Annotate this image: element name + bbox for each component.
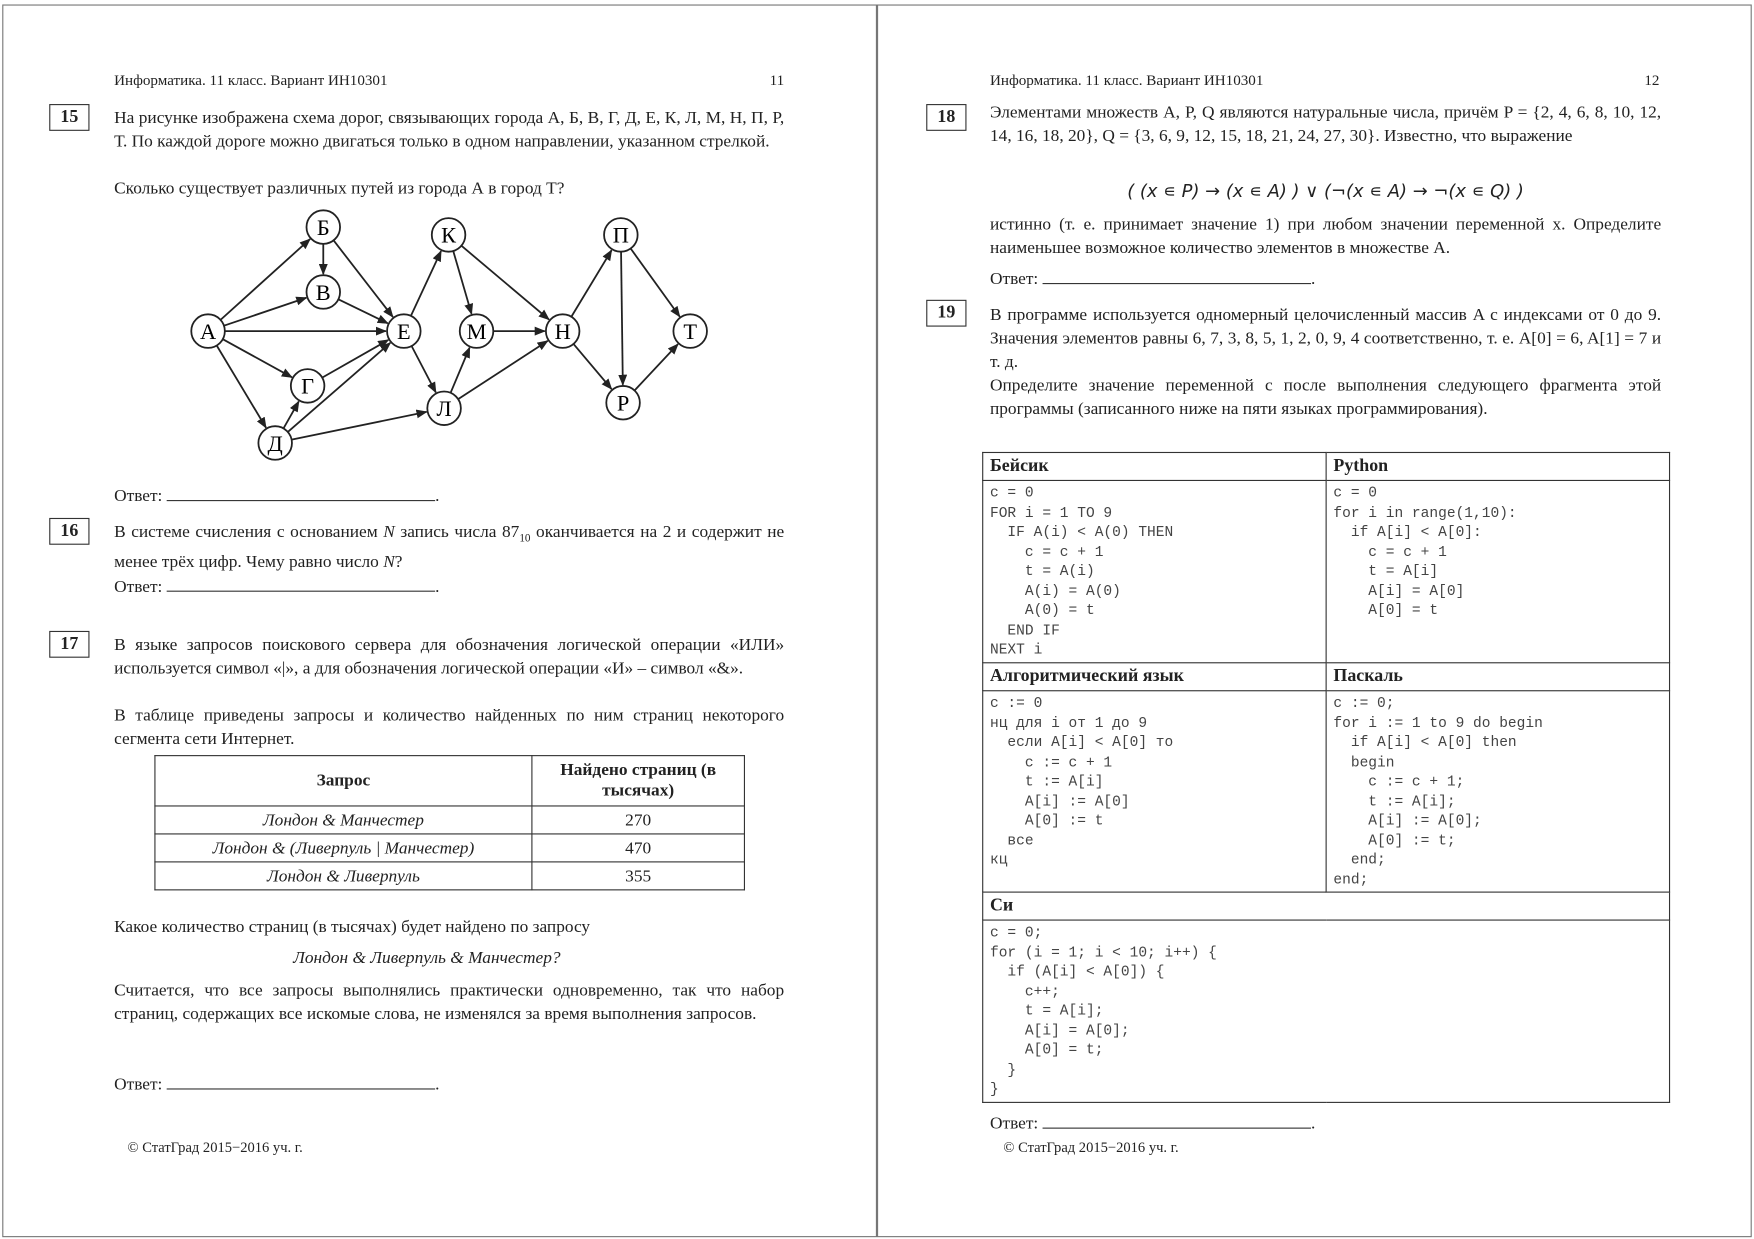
road-edge-Е-Л — [412, 346, 436, 392]
road-edge-Г-Е — [322, 340, 388, 378]
code-basic: c = 0 FOR i = 1 TO 9 IF A(i) < A(0) THEN c = c + 1 t = A(i) A(i) = A(0) A(0) = t END IF NEXT i — [989, 484, 1174, 658]
lang-python-header: Python — [1326, 452, 1669, 480]
city-label: Г — [301, 373, 315, 399]
question-number-17: 17 — [49, 631, 89, 658]
city-label: Л — [436, 396, 452, 422]
city-label: М — [466, 318, 487, 344]
answer-17: Ответ: . — [114, 1073, 439, 1096]
column-header-found: Найдено страниц (в тысячах) — [532, 756, 745, 806]
city-label: В — [315, 279, 331, 305]
query-table — [154, 755, 745, 890]
road-graph — [0, 0, 873, 470]
road-edge-Б-Е — [334, 240, 393, 317]
city-label: Р — [616, 390, 630, 416]
city-label: Б — [316, 214, 330, 240]
question-number-18: 18 — [926, 104, 966, 131]
road-edge-В-Е — [338, 299, 387, 323]
question-16-text: В системе счисления с основанием N запись числа $87_{10}$ оканчивается на 2 и содержит не менее трёх цифр. Чему равно число N? — [114, 522, 785, 572]
answer-label: Ответ: — [114, 486, 163, 506]
code-pascal: c := 0; for i := 1 to 9 do begin if A[i] < A[0] then begin c := c + 1; t := A[i]; A[i] := A[0]; A[0] := t; end; end; — [1333, 694, 1543, 888]
question-17-text2: В таблице приведены запросы и количество найденных по ним страниц некоторого сегмента сети Интернет. — [114, 705, 785, 749]
answer-16: Ответ: . — [114, 575, 439, 598]
answer-15-field[interactable] — [167, 484, 435, 501]
city-label: Н — [554, 318, 571, 344]
lang-pascal-header: Паскаль — [1326, 663, 1669, 691]
road-edge-Л-М — [451, 348, 470, 393]
road-edge-П-Т — [631, 249, 680, 317]
road-edge-Л-Н — [458, 341, 548, 399]
table-row: Лондон & Манчестер 270 — [155, 806, 745, 834]
question-17-note: Считается, что все запросы выполнялись практически одновременно, так что набор страниц, содержащих все искомые слова, не изменялся за время выполнения запросов. — [114, 981, 785, 1024]
column-header-query: Запрос — [155, 756, 532, 806]
road-edge-Р-Т — [635, 344, 678, 390]
question-18-text2: истинно (т. е. принимает значение 1) при любом значении переменной x. Определите наименьшее возможное количество элементов в множестве A. — [989, 214, 1662, 258]
answer-17-field[interactable] — [167, 1073, 435, 1090]
road-edge-Н-П — [571, 250, 611, 317]
code-c: c = 0; for (i = 1; i < 10; i++) { if (A[i] < A[0]) { c++; t = A[i]; A[i] = A[0]; A[0] = t; } } — [989, 923, 1217, 1098]
page-header: Информатика. 11 класс. Вариант ИН10301 — [989, 71, 1264, 89]
question-number-16: 16 — [49, 518, 89, 545]
table-row: Лондон & Ливерпуль 355 — [155, 862, 745, 890]
code-alg: c := 0 нц для i от 1 до 9 если A[i] < A[0] то c := c + 1 t := A[i] A[i] := A[0] A[0] := t все кц — [989, 694, 1174, 869]
question-17-text: В языке запросов поискового сервера для обозначения логической операции «ИЛИ» используется символ «|», а для обозначения логической операции «И» – символ «&». — [114, 635, 785, 678]
answer-19-field[interactable] — [1043, 1112, 1311, 1129]
road-edge-А-В — [224, 298, 306, 326]
question-18-formula: ( (x ∊ P) → (x ∊ A) ) ∨ (¬(x ∊ A) → ¬(x ∊ Q) ) — [1127, 180, 1524, 202]
road-edge-А-Б — [221, 239, 310, 320]
question-number-19: 19 — [926, 300, 966, 327]
copyright: © СтатГрад 2015−2016 уч. г. — [127, 1138, 303, 1156]
copyright: © СтатГрад 2015−2016 уч. г. — [1003, 1138, 1179, 1156]
road-edge-Е-К — [411, 251, 441, 316]
city-label: П — [612, 222, 629, 248]
road-edge-Д-Л — [292, 412, 427, 440]
question-number-15: 15 — [49, 104, 89, 131]
page-number: 12 — [1644, 71, 1660, 89]
question-18-text: Элементами множеств A, P, Q являются натуральные числа, причём P = {2, 4, 6, 8, 10, 12, 14, 16, 18, 20}, Q = {3, 6, 9, 12, 15, 18, 21, 24, 27, 30}. Известно, что выражение — [989, 102, 1662, 146]
question-19-text2: Определите значение переменной c после выполнения следующего фрагмента этой программы (записанного ниже на пяти языках программирования). — [989, 375, 1662, 419]
road-edge-Н-Р — [573, 344, 611, 389]
road-edge-К-М — [453, 251, 471, 314]
question-19-text: В программе используется одномерный целочисленный массив A с индексами от 0 до 9. Значения элементов равны 6, 7, 3, 8, 5, 1, 2, 0, 9, 4 соответственно, т. е. A[0] = 6, A[1] = 7 и т. д. — [989, 305, 1662, 372]
code-table — [982, 452, 1670, 1102]
answer-18: Ответ: . — [990, 267, 1315, 290]
page-number: 11 — [769, 71, 785, 89]
table-row: Лондон & (Ливерпуль | Манчестер) 470 — [155, 834, 745, 862]
lang-basic-header: Бейсик — [983, 452, 1326, 480]
city-label: Д — [267, 430, 283, 456]
answer-15: Ответ: . — [114, 484, 439, 507]
code-python: c = 0 for i in range(1,10): if A[i] < A[0]: c = c + 1 t = A[i] A[i] = A[0] A[0] = t — [1333, 484, 1517, 619]
answer-18-field[interactable] — [1043, 267, 1311, 284]
road-edge-А-Д — [217, 345, 266, 427]
city-label: А — [199, 318, 217, 344]
question-17-question: Какое количество страниц (в тысячах) будет найдено по запросу — [114, 917, 591, 937]
city-label: Т — [683, 318, 698, 344]
page-header: Информатика. 11 класс. Вариант ИН10301 — [114, 71, 388, 89]
question-15-question: Сколько существует различных путей из города А в город Т? — [114, 178, 565, 198]
road-edge-П-Р — [621, 252, 623, 385]
lang-c-header: Си — [983, 892, 1670, 920]
question-15-text: На рисунке изображена схема дорог, связывающих города А, Б, В, Г, Д, Е, К, Л, М, Н, П, Р, Т. По каждой дороге можно двигаться только в одном направлении, указанном стрелкой. — [114, 108, 785, 152]
city-label: Е — [396, 318, 411, 344]
answer-19: Ответ: . — [990, 1112, 1315, 1135]
lang-alg-header: Алгоритмический язык — [983, 663, 1326, 691]
answer-16-field[interactable] — [167, 575, 435, 592]
question-17-query: Лондон & Ливерпуль & Манчестер? — [293, 948, 561, 968]
city-label: К — [441, 222, 457, 248]
road-edge-К-Н — [461, 246, 549, 320]
